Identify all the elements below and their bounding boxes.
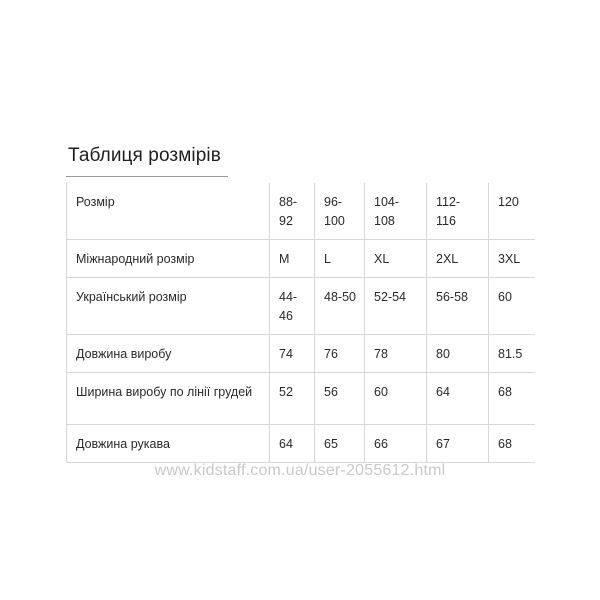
table-cell: 3XL [489,240,535,278]
table-row-sleeve-length [67,425,535,463]
table-cell: 96-100 [315,183,365,240]
table-cell: 56-58 [427,278,489,335]
table-cell: 44-46 [270,278,315,335]
table-cell: 52-54 [365,278,427,335]
table-cell: 2XL [427,240,489,278]
table-cell: 68 [489,373,535,425]
row-label: Ширина виробу по лінії грудей [67,373,270,425]
table-cell: 104-108 [365,183,427,240]
table-cell: 64 [427,373,489,425]
table-cell: XL [365,240,427,278]
table-cell: 48-50 [315,278,365,335]
table-row-ukrainian-size [67,278,535,335]
row-label: Український розмір [67,278,270,335]
table-row-international-size [67,240,535,278]
table-row-size [67,183,535,240]
table-cell: 64 [270,425,315,463]
table-cell: 88-92 [270,183,315,240]
table-cell: 60 [489,278,535,335]
table-cell: 60 [365,373,427,425]
row-label: Довжина виробу [67,335,270,373]
table-cell: 120 [489,183,535,240]
table-cell: 76 [315,335,365,373]
watermark: www.kidstaff.com.ua/user-2055612.html [154,462,446,479]
table-cell: 56 [315,373,365,425]
table-cell: M [270,240,315,278]
page-title: Таблиця розмірів [68,145,221,166]
table-cell: 67 [427,425,489,463]
table-cell: 65 [315,425,365,463]
table-cell: 78 [365,335,427,373]
title-underline [66,176,228,177]
table-cell: 52 [270,373,315,425]
table-row-product-length [67,335,535,373]
row-label: Міжнародний розмір [67,240,270,278]
table-cell: 66 [365,425,427,463]
size-table [66,183,535,463]
row-label: Розмір [67,183,270,240]
table-cell: 81.5 [489,335,535,373]
table-row-chest-width [67,373,535,425]
table-cell: 80 [427,335,489,373]
row-label: Довжина рукава [67,425,270,463]
table-cell: 112-116 [427,183,489,240]
table-cell: 68 [489,425,535,463]
table-cell: 74 [270,335,315,373]
table-cell: L [315,240,365,278]
